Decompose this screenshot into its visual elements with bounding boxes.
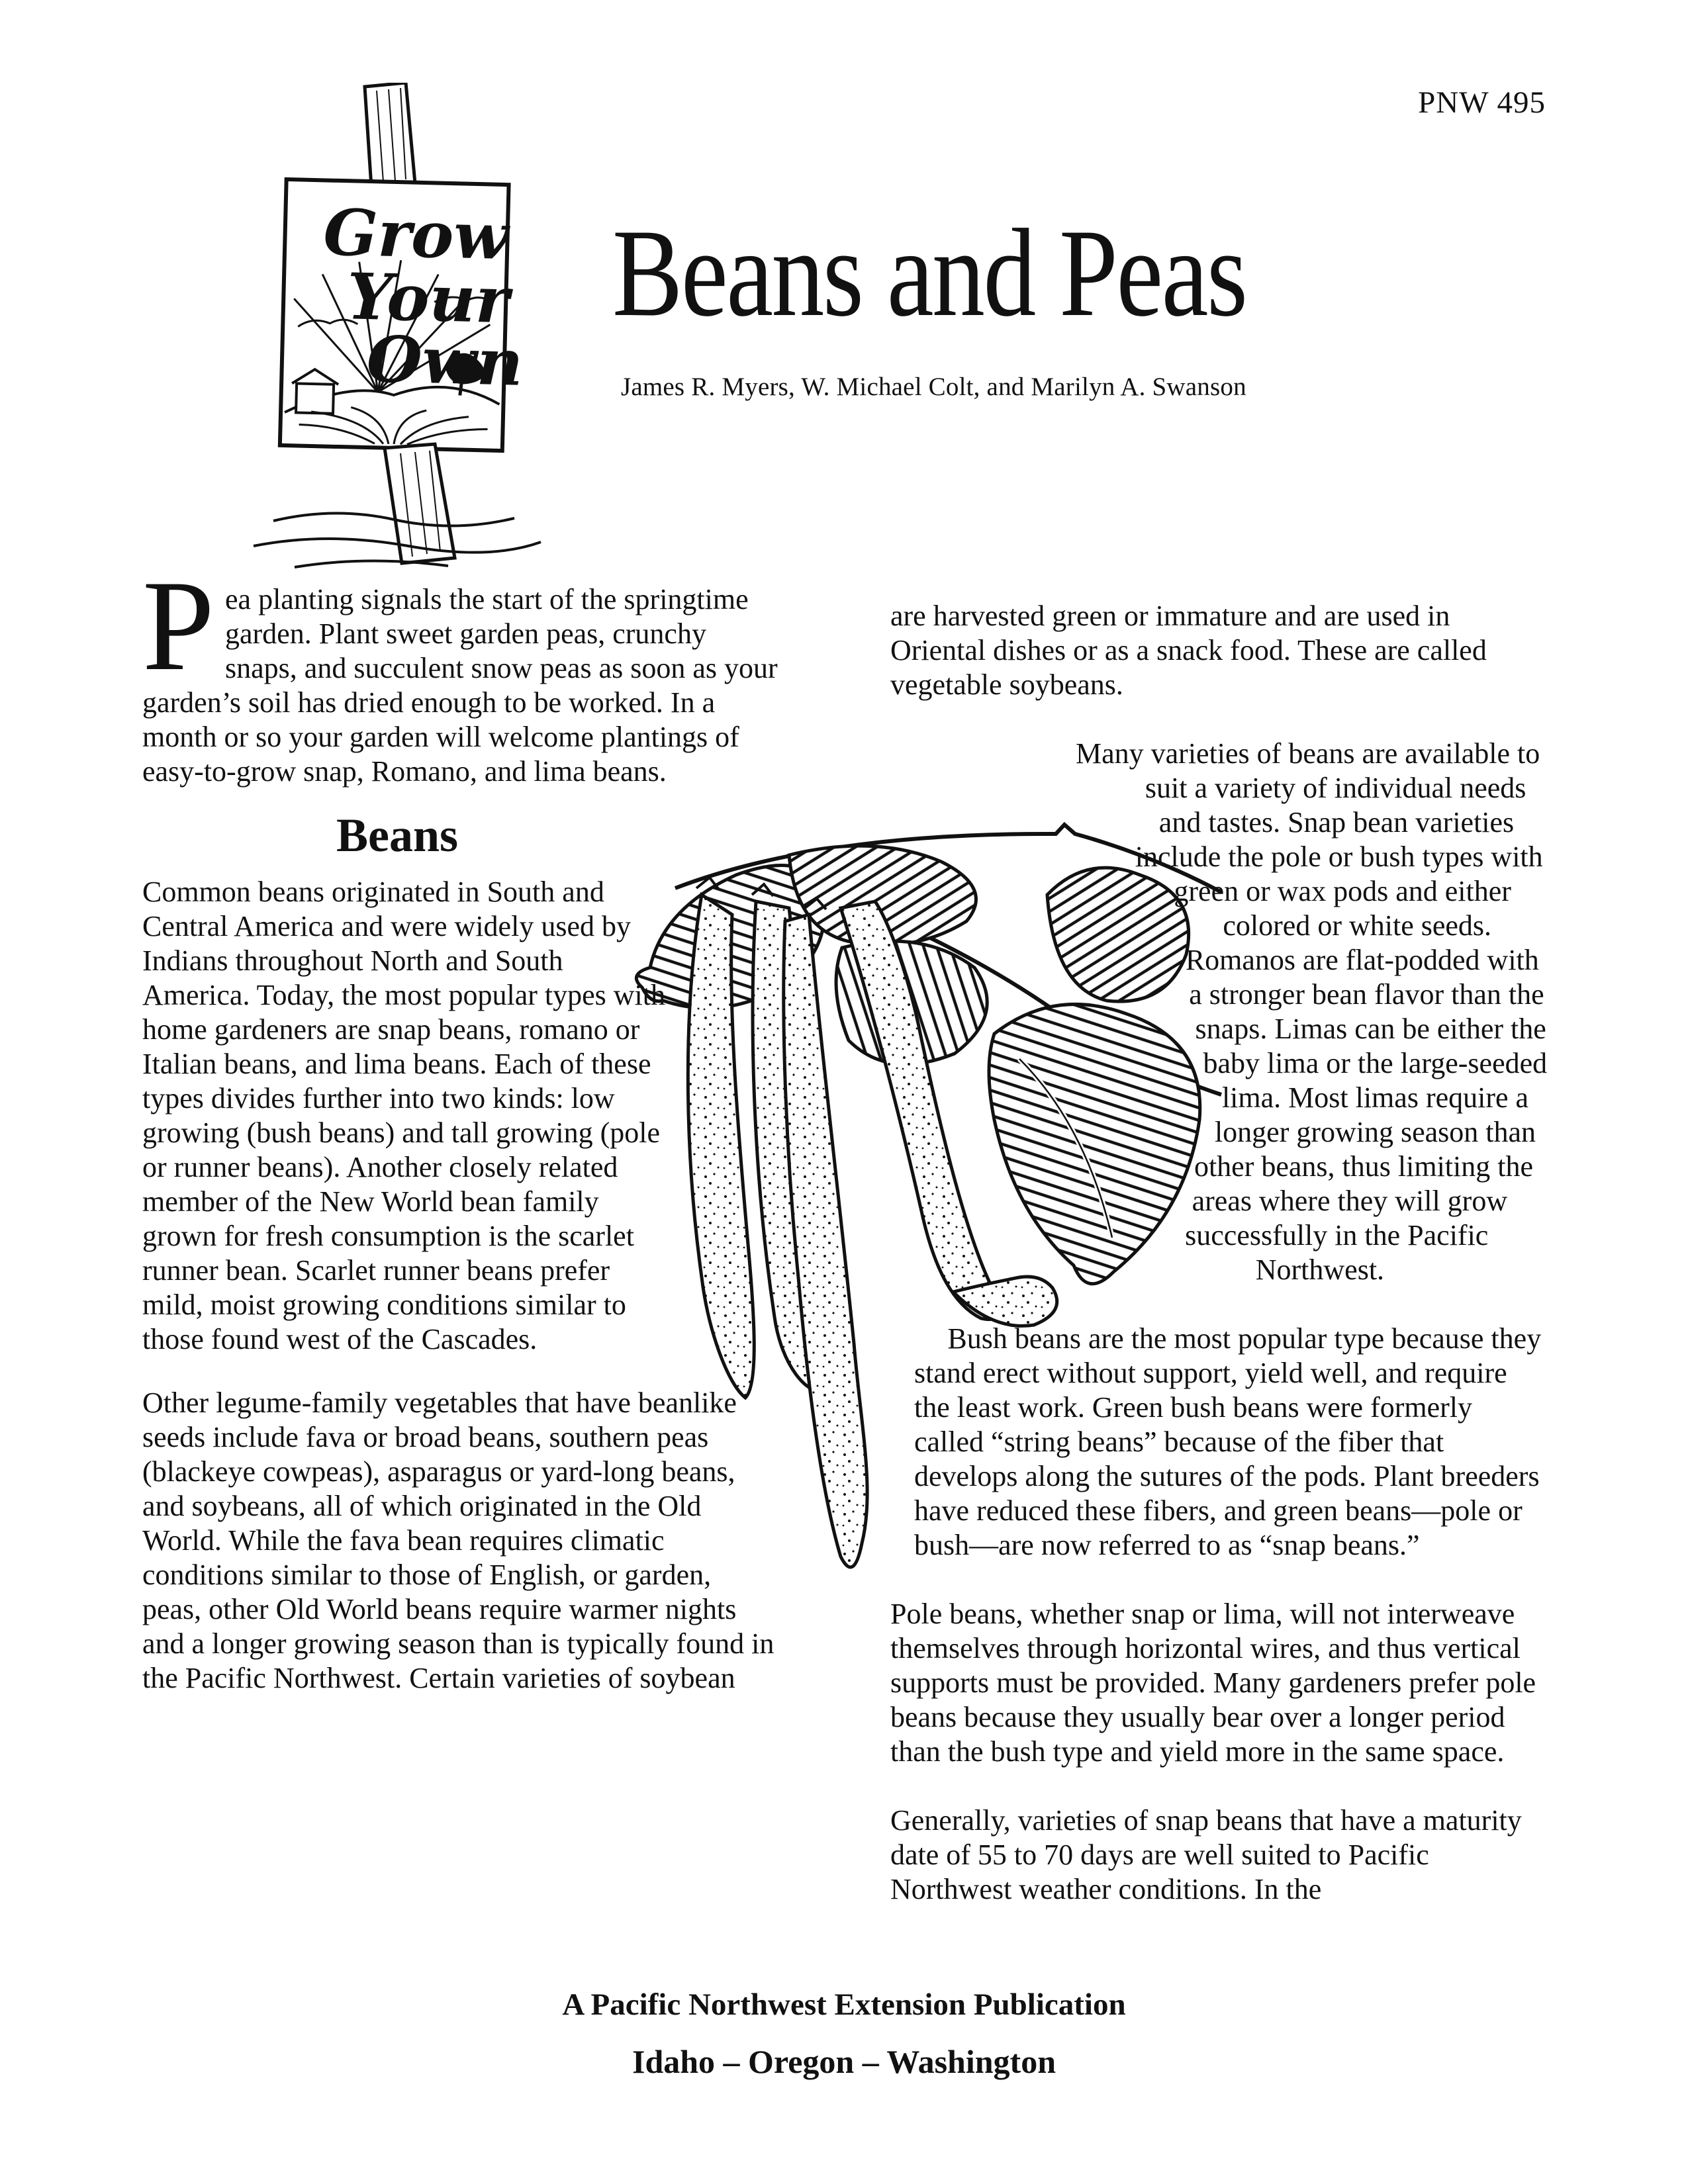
right-column: [890, 599, 1549, 1941]
intro-text: ea planting signals the start of the springtime garden. Plant sweet garden peas, crunchy snaps, and succulent snow peas as soon as your garden’s soil has dried enough to be worked. In a month or so your garden will welcome plantings of easy-to-grow snap, Romano, and lima beans.: [142, 583, 778, 788]
logo-word-your: Your: [346, 259, 510, 338]
publication-number: PNW 495: [1418, 85, 1546, 120]
drop-cap: P: [142, 554, 215, 698]
paragraph-many-varieties: Many varieties of beans are available to suit a variety of individual needs and tastes. Snap bean varieties include the pole or bush types with green or wax pods and either colored or white seeds. Romanos are flat-podded with a stronger bean flavor than the snaps. Limas can be either the baby lima or the large-seeded lima. Most limas require a longer growing season than other beans, thus limiting the areas where they will grow successfully in the Pacific Northwest.: [1075, 737, 1548, 1286]
paragraph-bush-beans: Bush beans are the most popular type because they stand erect without support, yield well, and require the least work. Green bush beans were formerly called “string beans” because of the fiber that develops along the sutures of the pods. Plant breeders have reduced these fibers, and green beans—pole or bush—are now referred to as “snap beans.”: [914, 1322, 1542, 1561]
section-heading-beans: Beans: [336, 809, 459, 862]
page-title-text: Beans and Peas: [612, 204, 1246, 343]
page-title: [612, 204, 1367, 343]
logo-word-grow: Grow: [322, 195, 510, 275]
left-column: [142, 554, 784, 1725]
paragraph-common-beans: Common beans originated in South and Central America and were widely used by Indians throughout North and South America. Today, the most popular types with home gardeners are snap beans, romano or Italian beans, and lima beans. Each of these types divides further into two kinds: low growing (bush beans) and tall growing (pole or runner beans). Another closely related member of the New World bean family grown for fresh consumption is the scarlet runner bean. Scarlet runner beans prefer mild, moist growing conditions similar to those found west of the Cascades.: [142, 876, 665, 1355]
footer-states-line: Idaho – Oregon – Washington: [632, 2043, 1056, 2080]
intro-paragraph: [142, 554, 784, 789]
paragraph-generally: Generally, varieties of snap beans that have a maturity date of 55 to 70 days are well suited to Pacific Northwest weather conditions. In the: [890, 1804, 1522, 1905]
footer: [0, 1987, 1688, 2081]
logo-word-own: Own: [365, 322, 524, 400]
paragraph-other-legumes: Other legume-family vegetables that have beanlike seeds include fava or broad beans, southern peas (blackeye cowpeas), asparagus or yard-long beans, and soybeans, all of which originated in the Old World. While the fava bean requires climatic conditions similar to those of English, or garden, peas, other Old World beans require warmer nights and a longer growing season than is typically found in the Pacific Northwest. Certain varieties of soybean: [142, 1387, 774, 1694]
paragraph-vegetable-soybeans: are harvested green or immature and are used in Oriental dishes or as a snack food. These are called vegetable soybeans.: [890, 600, 1487, 701]
grow-your-own-logo: [235, 83, 546, 572]
paragraph-pole-beans: Pole beans, whether snap or lima, will not interweave themselves through horizontal wires, and thus vertical supports must be provided. Many gardeners prefer pole beans because they usually bear over a longer period than the bush type and yield more in the same space.: [890, 1598, 1536, 1768]
footer-publication-line: A Pacific Northwest Extension Publication: [562, 1987, 1126, 2022]
byline: James R. Myers, W. Michael Colt, and Marilyn A. Swanson: [621, 373, 1246, 401]
